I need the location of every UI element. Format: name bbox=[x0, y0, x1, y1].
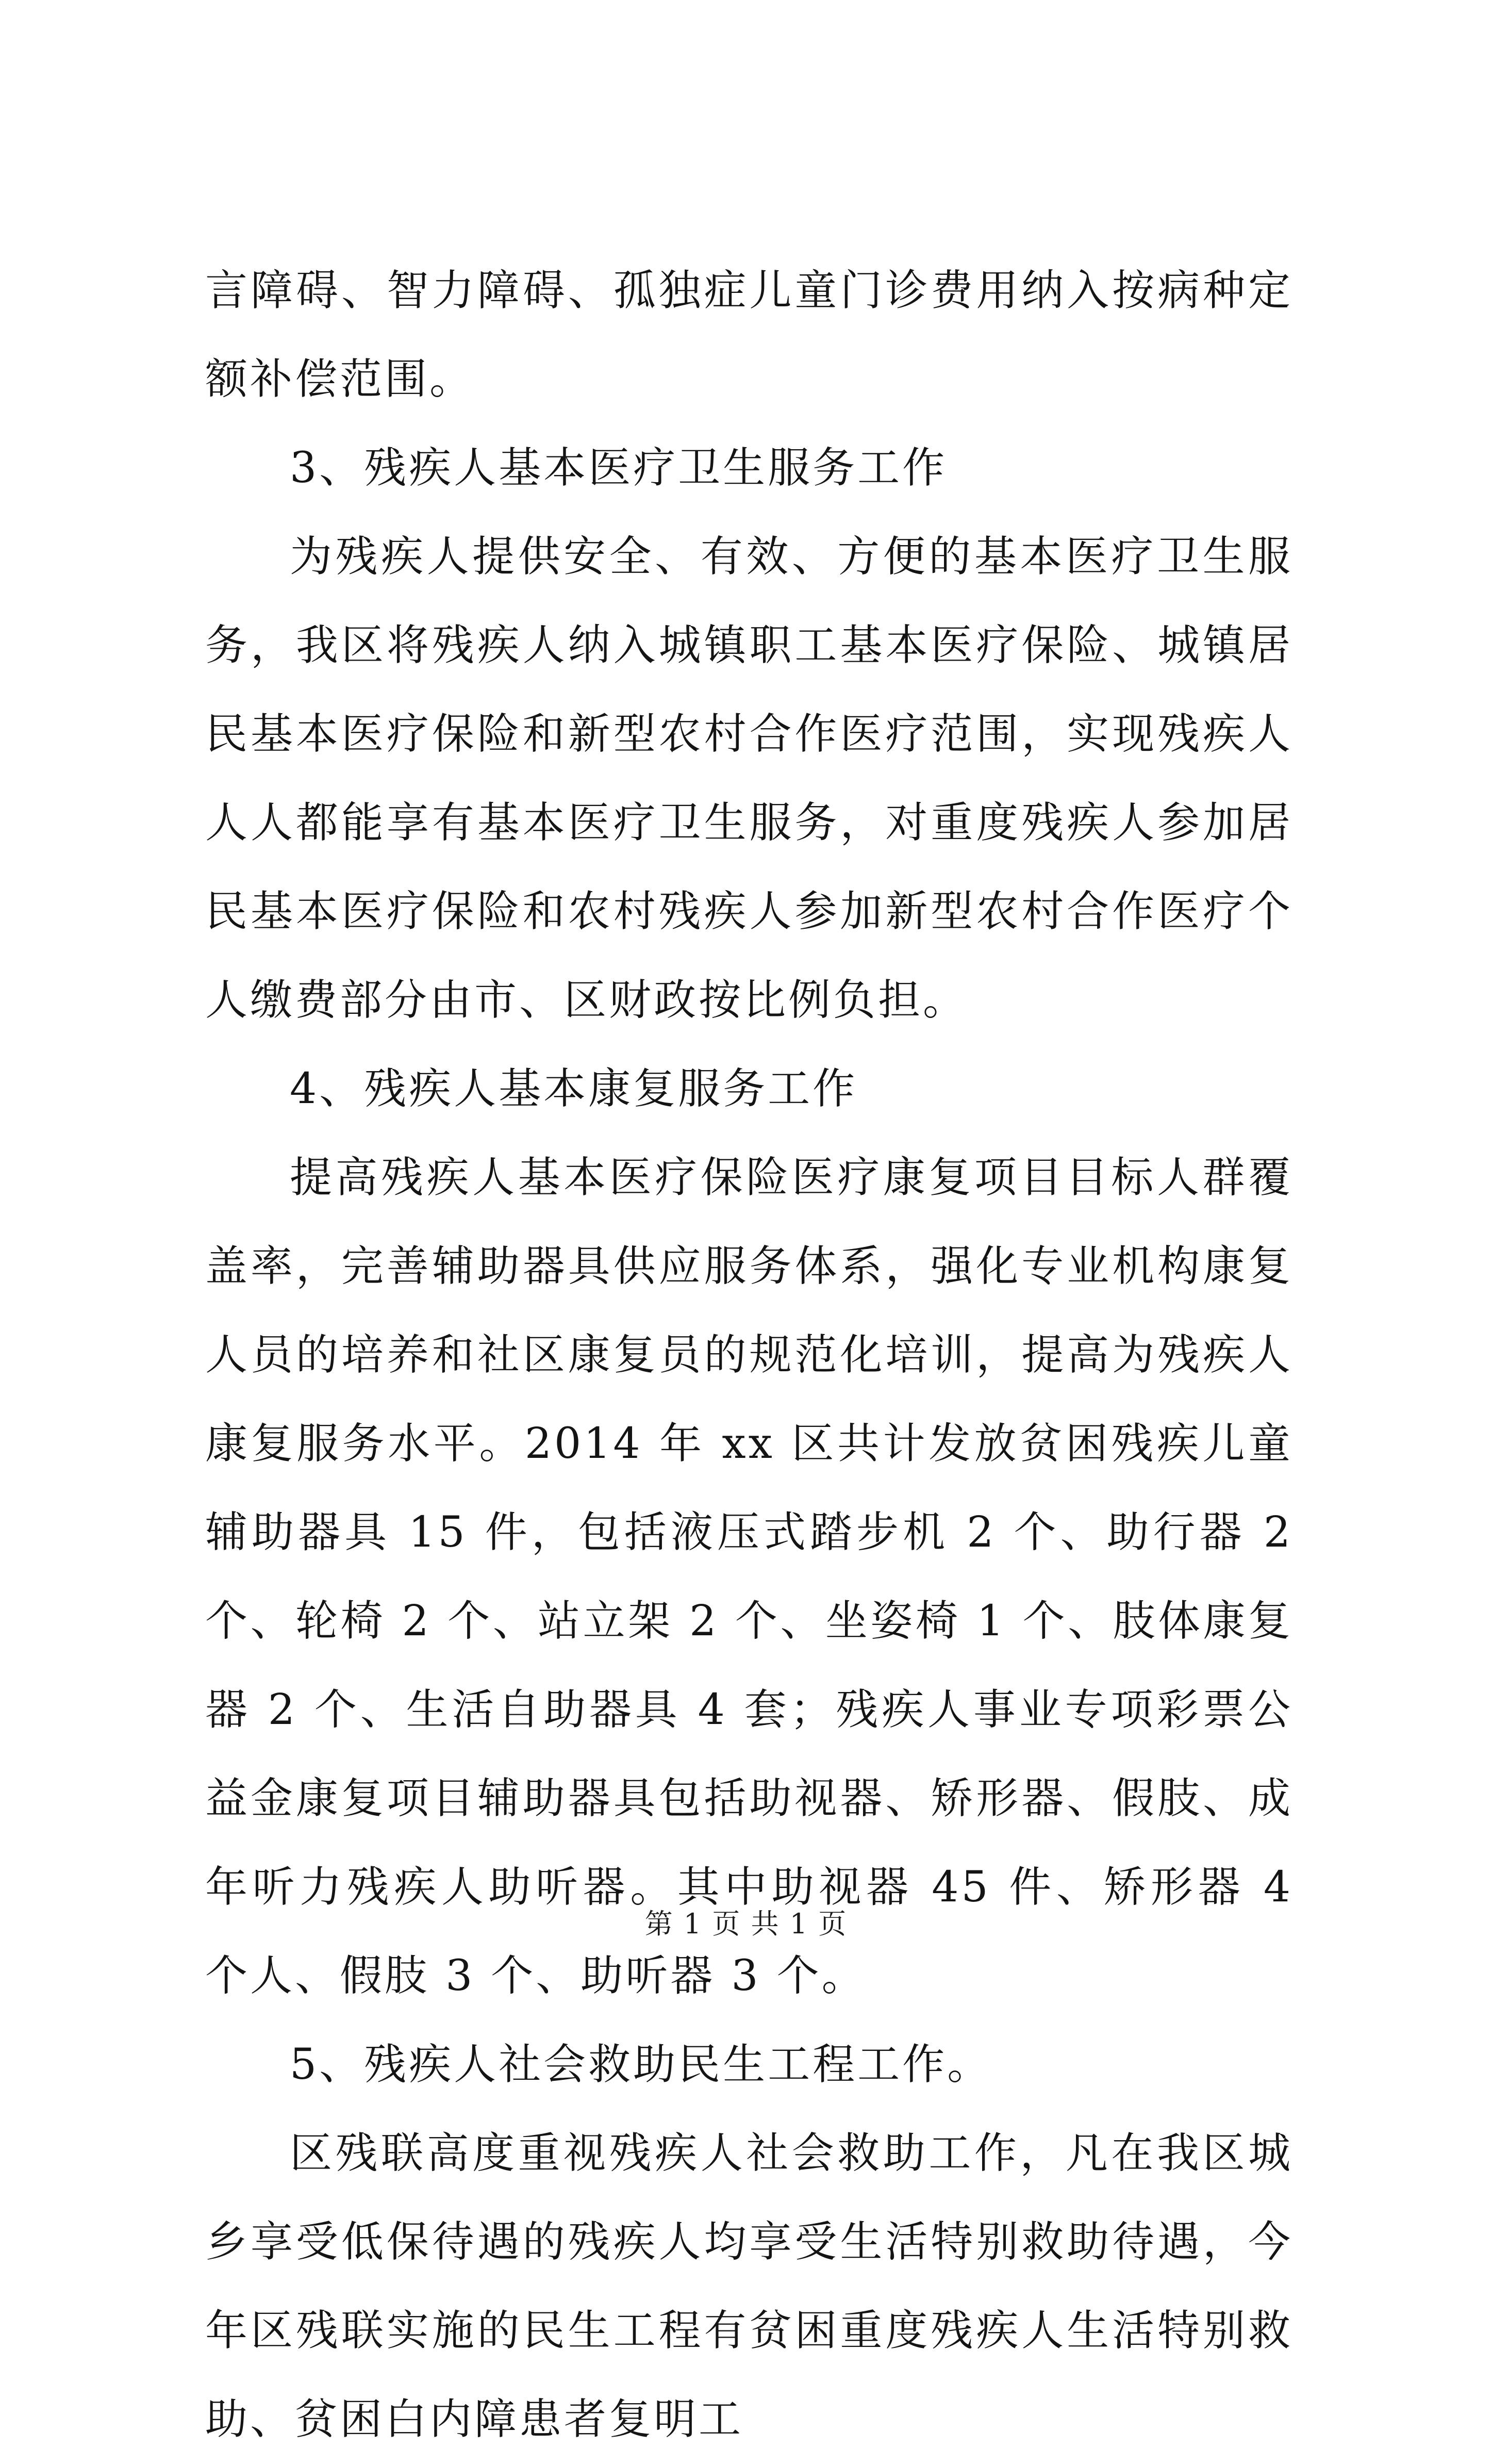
section-heading-3: 3、残疾人基本医疗卫生服务工作 bbox=[290, 443, 948, 492]
section-heading-5: 5、残疾人社会救助民生工程工作。 bbox=[290, 2040, 992, 2089]
paragraph-medical-service: 为残疾人提供安全、有效、方便的基本医疗卫生服务，我区将残疾人纳入城镇职工基本医疗保险、城镇居民基本医疗保险和新型农村合作医疗范围，实现残疾人人人都能享有基本医疗卫生服务，对重度残疾人参加居民基本医疗保险和农村残疾人参加新型农村合作医疗个人缴费部分由市、区财政按比例负担。 bbox=[205, 532, 1293, 1025]
page-number-footer: 第 1 页 共 1 页 bbox=[644, 1908, 848, 1940]
paragraph-continuation: 言障碍、智力障碍、孤独症儿童门诊费用纳入按病种定额补偿范围。 bbox=[205, 266, 1293, 404]
paragraph-social-assistance: 区残联高度重视残疾人社会救助工作，凡在我区城乡享受低保待遇的残疾人均享受生活特别救助待遇，今年区残联实施的民生工程有贫困重度残疾人生活特别救助、贫困白内障患者复明工 bbox=[205, 2129, 1293, 2444]
document-body bbox=[205, 247, 1293, 2464]
section-heading-4: 4、残疾人基本康复服务工作 bbox=[290, 1064, 858, 1113]
paragraph-rehabilitation: 提高残疾人基本医疗保险医疗康复项目目标人群覆盖率，完善辅助器具供应服务体系，强化专业机构康复人员的培养和社区康复员的规范化培训，提高为残疾人康复服务水平。2014 年 xx 区共计发放贫困残疾儿童辅助器具 15 件，包括液压式踏步机 2 个、助行器 2 个、轮椅 2 个、站立架 2 个、坐姿椅 1 个、肢体康复器 2 个、生活自助器具 4 套；残疾人事业专项彩票公益金康复项目辅助器具包括助视器、矫形器、假肢、成年听力残疾人助听器。其中助视器 45 件、矫形器 4 个人、假肢 3 个、助听器 3 个。 bbox=[205, 1153, 1293, 2000]
